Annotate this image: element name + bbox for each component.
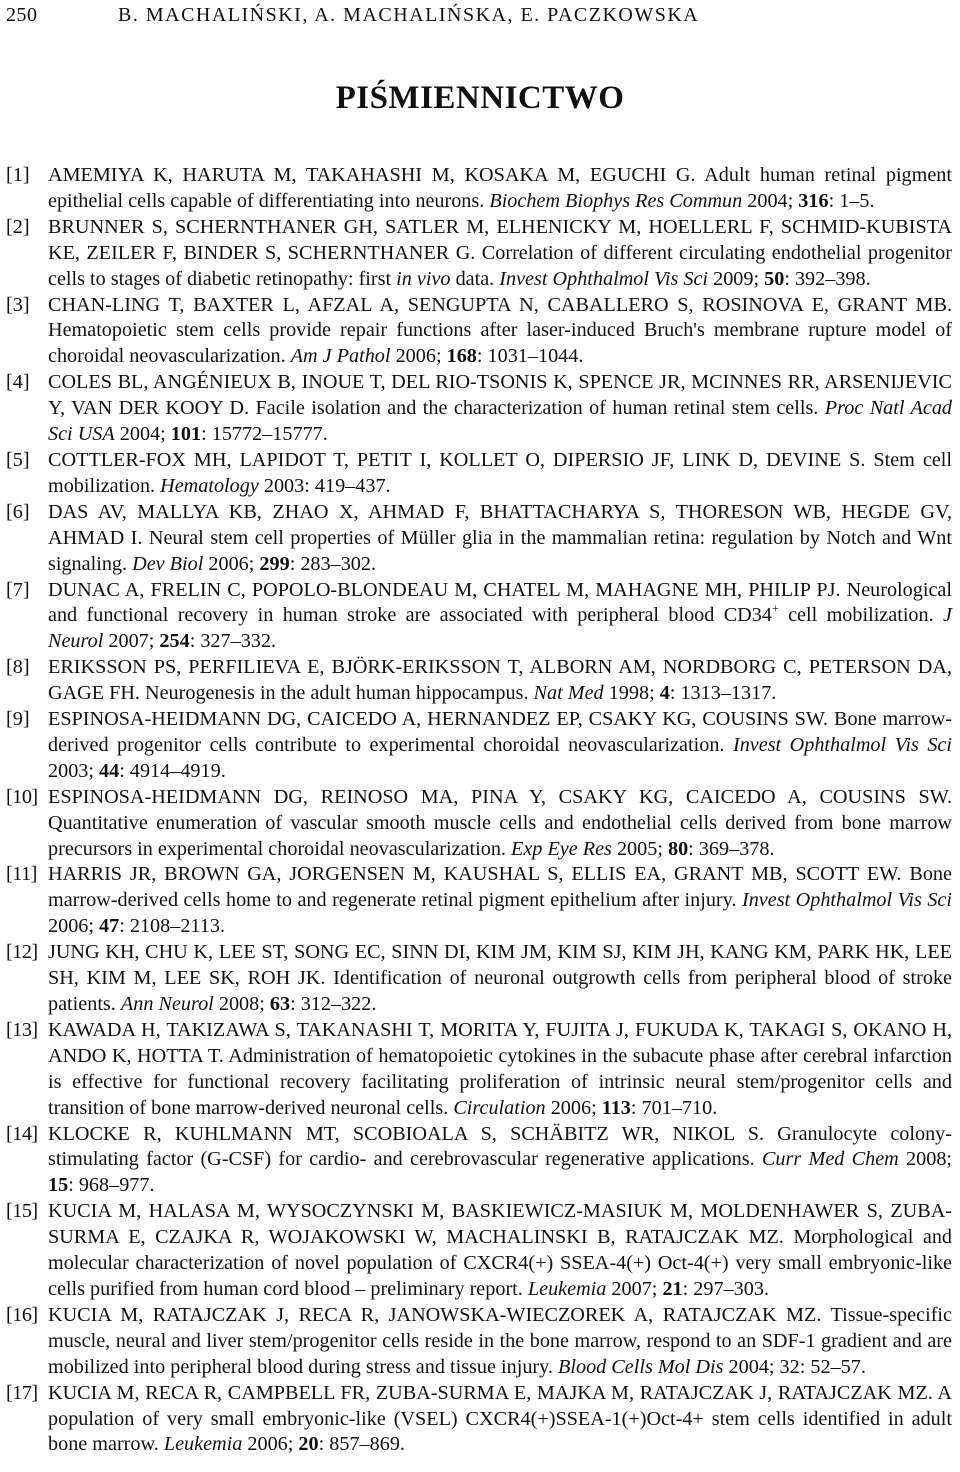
reference-volume: 254: [159, 630, 190, 653]
reference-number: [12]: [6, 941, 38, 964]
reference-volume: 21: [662, 1277, 683, 1300]
reference-authors: COTTLER-FOX MH, LAPIDOT T, PETIT I, KOLLET O, DIPERSIO JF, LINK D, DEVINE S.: [48, 448, 866, 471]
reference-journal: Curr Med Chem: [761, 1148, 899, 1171]
reference-pages: : 2108–2113.: [119, 915, 226, 938]
reference-item: [6, 862, 952, 940]
reference-item: [6, 370, 952, 448]
reference-item: [6, 940, 952, 1018]
reference-item: [6, 785, 952, 863]
reference-journal: Blood Cells Mol Dis: [558, 1355, 724, 1378]
reference-journal: Exp Eye Res: [511, 837, 612, 860]
reference-year: 2007;: [611, 1277, 658, 1300]
reference-number: [9]: [6, 708, 30, 731]
reference-pages: : 283–302.: [289, 552, 377, 575]
reference-volume: 47: [99, 915, 120, 938]
reference-authors: KLOCKE R, KUHLMANN MT, SCOBIOALA S, SCHÄBITZ WR, NIKOL S.: [48, 1122, 765, 1145]
reference-volume: 168: [446, 345, 477, 368]
reference-authors: KUCIA M, HALASA M, WYSOCZYNSKI M, BASKIEWICZ-MASIUK M, MOLDENHAWER S, ZUBA-SURMA E, CZAJKA R, WOJAKOWSKI W, MACHALINSKI B, RATAJCZAK MZ.: [48, 1200, 952, 1249]
reference-volume: 316: [798, 189, 829, 212]
reference-year: 2007;: [108, 630, 155, 653]
reference-year: 2006;: [208, 552, 255, 575]
reference-item: [6, 1303, 952, 1381]
reference-title: Identification of neuronal outgrowth cells from peripheral blood of stroke patients.: [48, 967, 952, 1015]
reference-number: [10]: [6, 785, 38, 808]
reference-title: Administration of hematopoietic cytokines in the subacute phase after cerebral infarction is effective for functional recovery facilitating proliferation of intrinsic neural stem/progenitor cells and transition of bone marrow-derived neuronal cells.: [48, 1044, 952, 1119]
reference-volume: 44: [99, 759, 120, 782]
reference-title: Neural stem cell properties of Müller glia in the mammalian retina: regulation by Notch and Wnt signaling.: [48, 526, 953, 575]
running-head-authors: B. MACHALIŃSKI, A. MACHALIŃSKA, E. PACZKOWSKA: [118, 4, 700, 26]
section-title: PIŚMIENNICTWO: [335, 80, 625, 116]
reference-number: [15]: [6, 1200, 38, 1223]
reference-title: Bone marrow-derived progenitor cells contribute to experimental choroidal neovascularization.: [48, 708, 952, 756]
reference-number: [5]: [6, 448, 30, 471]
reference-authors: KAWADA H, TAKIZAWA S, TAKANASHI T, MORITA Y, FUJITA J, FUKUDA K, TAKAGI S, OKANO H, ANDO K, HOTTA T.: [48, 1018, 952, 1067]
reference-year: 2006;: [395, 345, 442, 368]
reference-number: [17]: [6, 1381, 38, 1404]
reference-journal: Dev Biol: [132, 552, 204, 575]
reference-year: 2006;: [550, 1096, 597, 1119]
reference-pages: : 1313–1317.: [669, 682, 777, 705]
reference-pages: : 4914–4919.: [119, 759, 226, 782]
reference-title-italic: in vivo: [396, 267, 451, 290]
reference-pages: : 1031–1044.: [476, 345, 584, 368]
reference-item: [6, 500, 952, 578]
reference-title: Neurogenesis in the adult human hippocampus.: [145, 682, 529, 705]
reference-authors: DUNAC A, FRELIN C, POPOLO-BLONDEAU M, CHATEL M, MAHAGNE MH, PHILIP PJ.: [48, 578, 841, 601]
reference-journal: Circulation: [453, 1096, 546, 1119]
reference-volume: 50: [764, 267, 785, 290]
reference-item: [6, 707, 952, 785]
reference-title: Bone marrow-derived cells home to and regenerate retinal pigment epithelium after injury.: [48, 863, 952, 912]
reference-volume: 20: [298, 1433, 319, 1456]
reference-title: Hematopoietic stem cells provide repair functions after laser-induced Bruch's membrane rupture model of choroidal neovascularization.: [48, 319, 952, 368]
reference-title: Facile isolation and the characterization of human retinal stem cells.: [255, 397, 819, 420]
reference-journal: Leukemia: [163, 1433, 243, 1456]
reference-authors: CHAN-LING T, BAXTER L, AFZAL A, SENGUPTA N, CABALLERO S, ROSINOVA E, GRANT MB.: [48, 293, 952, 316]
reference-title: A population of very small embryonic-like (VSEL) CXCR4(+)SSEA-1(+)Oct-4+ stem cells identified in adult bone marrow.: [48, 1381, 952, 1456]
reference-year: 2009;: [713, 267, 760, 290]
reference-pages: : 312–322.: [290, 993, 377, 1015]
reference-item: [6, 163, 952, 215]
reference-pages: : 392–398.: [784, 267, 871, 290]
reference-item: [6, 1122, 952, 1200]
reference-number: [2]: [6, 215, 30, 238]
reference-title: Neurological and functional recovery in human stroke are associated with peripheral blood CD34: [48, 578, 952, 627]
reference-year: 2005;: [616, 837, 663, 860]
reference-item: [6, 1199, 952, 1303]
reference-volume: 15: [48, 1174, 69, 1197]
reference-number: [13]: [6, 1018, 38, 1041]
reference-volume: 113: [601, 1096, 631, 1119]
reference-title: Stem cell mobilization.: [48, 448, 953, 497]
reference-year: 2004;: [119, 423, 166, 446]
reference-year: 2006;: [247, 1433, 294, 1456]
reference-title-end: data.: [455, 267, 495, 290]
reference-pages: : 297–303.: [682, 1277, 769, 1300]
reference-item: [6, 655, 952, 707]
reference-number: [3]: [6, 293, 30, 316]
reference-year: 2004;: [747, 189, 794, 212]
reference-number: [4]: [6, 371, 30, 394]
reference-journal: Invest Ophthalmol Vis Sci: [732, 733, 953, 756]
reference-number: [11]: [6, 863, 37, 886]
reference-pages: : 327–332.: [189, 630, 277, 653]
reference-year: 2003: 419–437.: [263, 474, 391, 497]
reference-authors: COLES BL, ANGÉNIEUX B, INOUE T, DEL RIO-TSONIS K, SPENCE JR, MCINNES RR, ARSENIJEVIC Y, VAN DER KOOY D.: [48, 371, 952, 420]
reference-number: [8]: [6, 656, 30, 679]
reference-journal: Nat Med: [533, 682, 604, 705]
reference-pages: : 1–5.: [828, 189, 875, 212]
reference-volume: 80: [667, 837, 689, 860]
reference-list: [6, 163, 952, 1458]
reference-authors: BRUNNER S, SCHERNTHANER GH, SATLER M, ELHENICKY M, HOELLERL F, SCHMID-KUBISTA KE, ZEILER F, BINDER S, SCHERNTHANER G.: [48, 215, 952, 264]
reference-item: [6, 1018, 952, 1122]
reference-title: Morphological and molecular characterization of novel population of CXCR4(+) SSEA-4(+) Oct-4(+) very small embryonic-like cells purified from human cord blood – preliminary report.: [48, 1226, 953, 1300]
reference-number: [16]: [6, 1303, 38, 1326]
reference-number: [14]: [6, 1122, 38, 1145]
reference-title-superscript: +: [771, 600, 779, 615]
reference-number: [6]: [6, 500, 30, 523]
reference-journal: Leukemia: [527, 1277, 607, 1300]
reference-pages: : 369–378.: [688, 837, 775, 860]
reference-title: Adult human retinal pigment epithelial cells capable of differentiating into neurons.: [48, 164, 953, 212]
reference-title: Granulocyte colony-stimulating factor (G-CSF) for cardio- and cerebrovascular regenerative applications.: [48, 1122, 952, 1171]
reference-pages: : 857–869.: [318, 1433, 405, 1456]
reference-item: [6, 1381, 952, 1459]
reference-authors: ERIKSSON PS, PERFILIEVA E, BJÖRK-ERIKSSON T, ALBORN AM, NORDBORG C, PETERSON DA, GAGE FH.: [48, 656, 952, 705]
reference-volume: 4: [659, 682, 670, 705]
running-head: [6, 4, 946, 30]
reference-authors: JUNG KH, CHU K, LEE ST, SONG EC, SINN DI, KIM JM, KIM SJ, KIM JH, KANG KM, PARK HK, LEE SH, KIM M, LEE SK, ROH JK.: [48, 941, 952, 990]
reference-number: [7]: [6, 578, 30, 601]
reference-pages: : 701–710.: [630, 1096, 718, 1119]
reference-authors: HARRIS JR, BROWN GA, JORGENSEN M, KAUSHAL S, ELLIS EA, GRANT MB, SCOTT EW.: [48, 863, 902, 886]
reference-journal: Invest Ophthalmol Vis Sci: [741, 889, 952, 912]
reference-year: 2003;: [48, 759, 94, 782]
reference-title: Quantitative enumeration of vascular smooth muscle cells and endothelial cells derived from bone marrow precursors in experimental choroidal neovascularization.: [48, 811, 952, 860]
reference-year: 2004; 32: 52–57.: [728, 1355, 866, 1378]
reference-journal: Proc Natl Acad Sci USA: [48, 397, 953, 446]
reference-volume: 63: [269, 993, 291, 1015]
reference-year: 2006;: [48, 915, 94, 938]
reference-title-end: cell mobilization.: [788, 604, 934, 627]
reference-year: 1998;: [608, 682, 655, 705]
reference-number: [1]: [6, 164, 30, 186]
reference-journal: Hematology: [160, 474, 259, 497]
reference-pages: : 15772–15777.: [201, 423, 328, 446]
reference-journal: Ann Neurol: [120, 993, 214, 1015]
reference-volume: 299: [259, 552, 290, 575]
reference-volume: 101: [170, 423, 202, 446]
reference-authors: DAS AV, MALLYA KB, ZHAO X, AHMAD F, BHATTACHARYA S, THORESON WB, HEGDE GV, AHMAD I.: [48, 500, 952, 549]
reference-item: [6, 578, 952, 656]
reference-year: 2008;: [218, 993, 265, 1015]
reference-title: Correlation of different circulating endothelial progenitor cells to stages of diabetic retinopathy: first: [48, 241, 953, 290]
reference-item: [6, 215, 952, 293]
reference-item: [6, 293, 952, 371]
reference-journal: Biochem Biophys Res Commun: [489, 189, 743, 212]
reference-authors: KUCIA M, RATAJCZAK J, RECA R, JANOWSKA-WIECZOREK A, RATAJCZAK MZ.: [48, 1303, 822, 1326]
reference-year: 2008;: [906, 1148, 953, 1171]
reference-item: [6, 448, 952, 500]
reference-journal: J Neurol: [48, 604, 952, 653]
reference-pages: : 968–977.: [68, 1174, 155, 1197]
reference-authors: AMEMIYA K, HARUTA M, TAKAHASHI M, KOSAKA M, EGUCHI G.: [48, 164, 696, 186]
reference-authors: ESPINOSA-HEIDMANN DG, CAICEDO A, HERNANDEZ EP, CSAKY KG, COUSINS SW.: [48, 708, 829, 731]
reference-title: Tissue-specific muscle, neural and liver stem/progenitor cells reside in the bone marrow, respond to an SDF-1 gradient and are mobilized into peripheral blood during stress and tissue injury.: [48, 1303, 952, 1378]
page-number: 250: [6, 4, 38, 26]
reference-journal: Am J Pathol: [290, 345, 391, 368]
reference-authors: ESPINOSA-HEIDMANN DG, REINOSO MA, PINA Y, CSAKY KG, CAICEDO A, COUSINS SW.: [48, 785, 952, 808]
reference-journal: Invest Ophthalmol Vis Sci: [499, 267, 709, 290]
reference-authors: KUCIA M, RECA R, CAMPBELL FR, ZUBA-SURMA E, MAJKA M, RATAJCZAK J, RATAJCZAK MZ.: [48, 1381, 933, 1404]
